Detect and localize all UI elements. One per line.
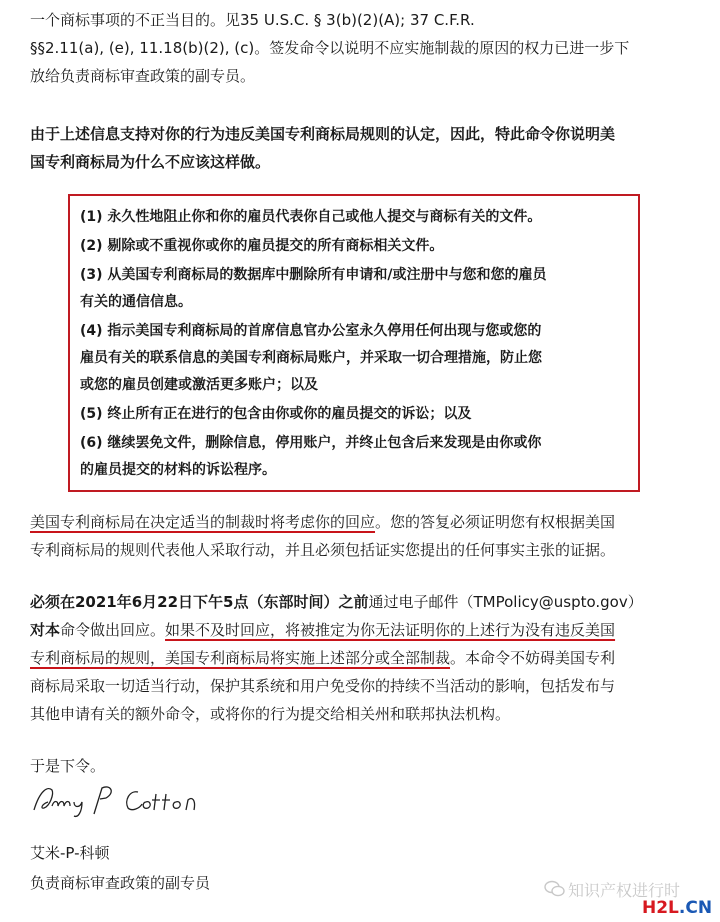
text-span: 对本 xyxy=(30,621,61,639)
wechat-icon xyxy=(544,880,566,898)
list-item: (3) 从美国专利商标局的数据库中删除所有申请和/或注册中与您和您的雇员 xyxy=(80,267,547,283)
paragraph-line: 一个商标事项的不正当目的。见35 U.S.C. § 3(b)(2)(A); 37 C.F.R. xyxy=(30,11,475,29)
paragraph-response-consideration xyxy=(30,508,692,564)
paragraph-line: 国专利商标局为什么不应该这样做。 xyxy=(30,153,271,171)
paragraph-line xyxy=(30,588,692,616)
paragraph-line: 其他申请有关的额外命令，或将你的行为提交给相关州和联邦执法机构。 xyxy=(30,705,511,723)
signer-name: 艾米-P-科顿 xyxy=(30,844,110,862)
paragraph-line: 专利商标局的规则代表他人采取行动，并且必须包括证实您提出的任何事实主张的证据。 xyxy=(30,541,616,559)
paragraph-line xyxy=(30,616,692,644)
text-span: 通过电子邮件（TMPolicy@uspto.gov） xyxy=(368,593,643,611)
paragraph-line: §§2.11(a), (e), 11.18(b)(2), (c)。签发命令以说明不应实施制裁的原因的权力已进一步下 xyxy=(30,39,630,57)
paragraph-line xyxy=(30,508,692,536)
text-span: 命令做出回应。 xyxy=(60,621,166,639)
underlined-text: 如果不及时回应，将被推定为你无法证明你的上述行为没有违反美国 xyxy=(165,621,616,639)
text-span: 。您的答复必须证明您有权根据美国 xyxy=(375,513,616,531)
text-span: 。本命令不妨碍美国专利 xyxy=(450,649,616,667)
paragraph-citation xyxy=(30,6,692,90)
closing-line: 于是下令。 xyxy=(30,757,106,775)
list-item: (2) 剔除或不重视你或你的雇员提交的所有商标相关文件。 xyxy=(80,238,444,254)
paragraph-line: 商标局采取一切适当行动，保护其系统和用户免受你的持续不当活动的影响，包括发布与 xyxy=(30,677,616,695)
list-item: (4) 指示美国专利商标局的首席信息官办公室永久停用任何出现与您或您的 xyxy=(80,323,542,339)
underlined-text: 专利商标局的规则，美国专利商标局将实施上述部分或全部制裁 xyxy=(30,649,451,667)
list-item: 有关的通信信息。 xyxy=(80,294,192,310)
paragraph-line xyxy=(30,644,692,672)
list-item: 或您的雇员创建或激活更多账户；以及 xyxy=(80,377,318,393)
signature xyxy=(30,780,210,820)
paragraph-order-statement xyxy=(30,120,692,176)
paragraph-line: 放给负责商标审查政策的副专员。 xyxy=(30,67,256,85)
watermark xyxy=(540,874,713,918)
list-item: (6) 继续罢免文件，删除信息，停用账户，并终止包含后来发现是由你或你 xyxy=(80,435,542,451)
logo-main: H2L xyxy=(642,898,679,918)
underlined-text: 美国专利商标局在决定适当的制裁时将考虑你的回应 xyxy=(30,513,376,531)
deadline-text: 必须在2021年6月22日下午5点（东部时间）之前 xyxy=(30,593,369,611)
paragraph-line: 由于上述信息支持对你的行为违反美国专利商标局规则的认定，因此，特此命令你说明美 xyxy=(30,125,616,143)
list-item: 雇员有关的联系信息的美国专利商标局账户，并采取一切合理措施，防止您 xyxy=(80,350,542,366)
sanctions-box xyxy=(68,194,640,492)
watermark-text: 知识产权进行时 xyxy=(568,881,681,900)
watermark-logo xyxy=(642,898,712,918)
list-item: (5) 终止所有正在进行的包含由你或你的雇员提交的诉讼；以及 xyxy=(80,406,472,422)
list-item: (1) 永久性地阻止你和你的雇员代表你自己或他人提交与商标有关的文件。 xyxy=(80,209,542,225)
paragraph-deadline xyxy=(30,588,692,728)
list-item: 的雇员提交的材料的诉讼程序。 xyxy=(80,462,276,478)
logo-suffix: .CN xyxy=(678,898,713,918)
signer-title: 负责商标审查政策的副专员 xyxy=(30,874,211,892)
